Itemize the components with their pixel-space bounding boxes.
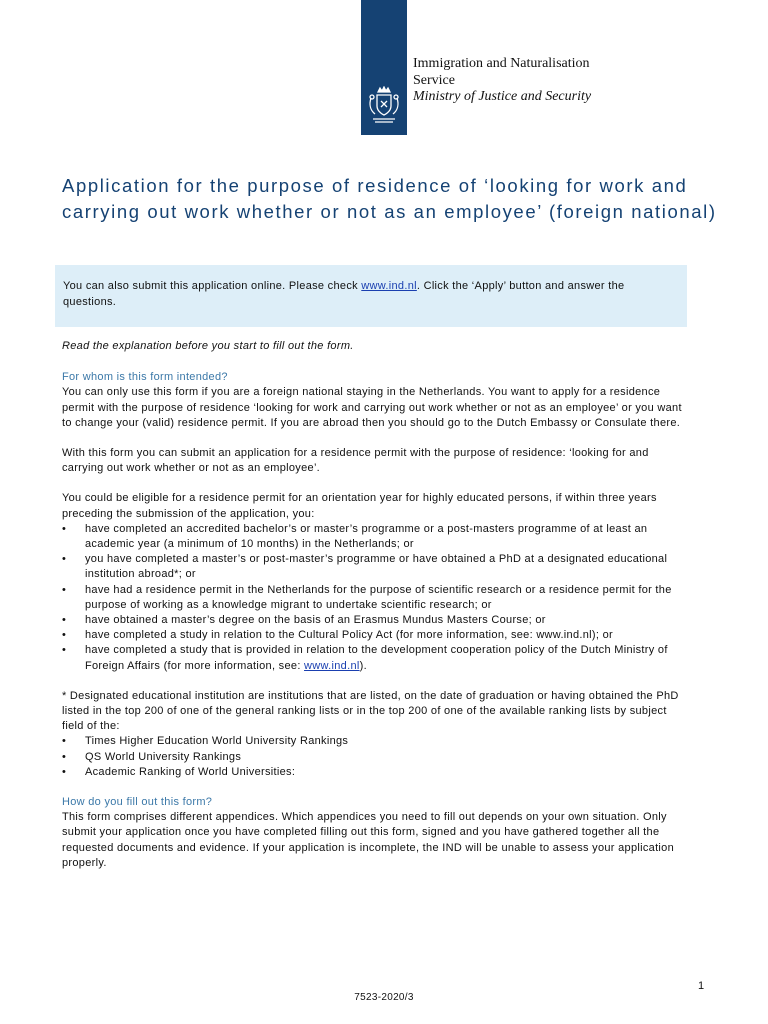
page-number: 1 [698, 980, 705, 992]
list-item: • have completed a study in relation to the Cultural Policy Act (for more information, see: www.ind.nl); or [62, 628, 687, 643]
paragraph: You can only use this form if you are a foreign national staying in the Netherlands. You want to apply for a residence permit with the purpose of residence ‘looking for work and carrying out work whether or not as an employee’ or you want to change your (valid) residence permit. If you are abroad then you should go to the Dutch Embassy or Consulate there. [62, 386, 682, 429]
ind-website-link[interactable]: www.ind.nl [361, 280, 417, 292]
list-item: • have completed an accredited bachelor’s or master’s programme or a post-masters programme of at least an academic year (a minimum of 10 months) in the Netherlands; or [62, 522, 687, 552]
organisation-name [413, 56, 591, 106]
org-line-2: Service [413, 72, 455, 88]
list-item: • you have completed a master’s or post-master’s programme or have obtained a PhD at a designated educational institution abroad*; or [62, 552, 687, 582]
ind-website-link[interactable]: www.ind.nl [304, 659, 360, 672]
form-code: 7523-2020/3 [354, 992, 414, 1003]
list-item: • QS World University Rankings [62, 750, 687, 765]
list-item-text-end: ). [359, 659, 367, 672]
list-item [62, 643, 687, 673]
list-item: • Times Higher Education World University Rankings [62, 734, 687, 749]
org-line-1: Immigration and Naturalisation [413, 56, 590, 71]
coat-of-arms-icon [367, 86, 401, 126]
list-item-text: have completed a study that is provided in relation to the development cooperation policy of the Dutch Ministry of Foreign Affairs (for more information, see: [85, 644, 668, 672]
list-item: • Academic Ranking of World Universities: [62, 765, 687, 780]
paragraph: You could be eligible for a residence permit for an orientation year for highly educated persons, if within three years preceding the submission of the application, you: [62, 492, 657, 520]
footnote: * Designated educational institution are institutions that are listed, on the date of graduation or having obtained the PhD listed in the top 200 of one of the general ranking lists or in the top 200 of one of the available ranking lists by subject field of the: [62, 689, 679, 733]
notice-text-end: . Click the ‘Apply’ button and answer the questions. [63, 280, 625, 308]
notice-text-start: You can also submit this application online. Please check [63, 280, 362, 292]
online-notice [55, 265, 687, 327]
intro-text: Read the explanation before you start to fill out the form. [62, 340, 354, 352]
page-title: Application for the purpose of residence of ‘looking for work and carrying out work whether or not as an employee’ (foreign national) [62, 175, 717, 222]
org-line-3: Ministry of Justice and Security [413, 89, 592, 104]
logo-bar [361, 0, 407, 135]
paragraph: With this form you can submit an application for a residence permit with the purpose of residence: ‘looking for and carrying out work whether or not as an employee’. [62, 447, 649, 475]
section-heading-for-whom: For whom is this form intended? [62, 371, 228, 384]
paragraph: This form comprises different appendices. Which appendices you need to fill out depends on your own situation. Only submit your application once you have completed filling out this form, signed and you have gathered together all the requested documents and evidence. If your application is incomplete, the IND will be unable to assess your application properly. [62, 811, 675, 869]
ranking-list [62, 734, 687, 780]
eligibility-list [62, 522, 687, 674]
section-heading-how-to-fill: How do you fill out this form? [62, 796, 213, 809]
list-item: • have had a residence permit in the Netherlands for the purpose of scientific research or a residence permit for the purpose of working as a knowledge migrant to undertake scientific research; or [62, 583, 687, 613]
list-item: • have obtained a master’s degree on the basis of an Erasmus Mundus Masters Course; or [62, 613, 687, 628]
form-explanation [62, 339, 687, 871]
